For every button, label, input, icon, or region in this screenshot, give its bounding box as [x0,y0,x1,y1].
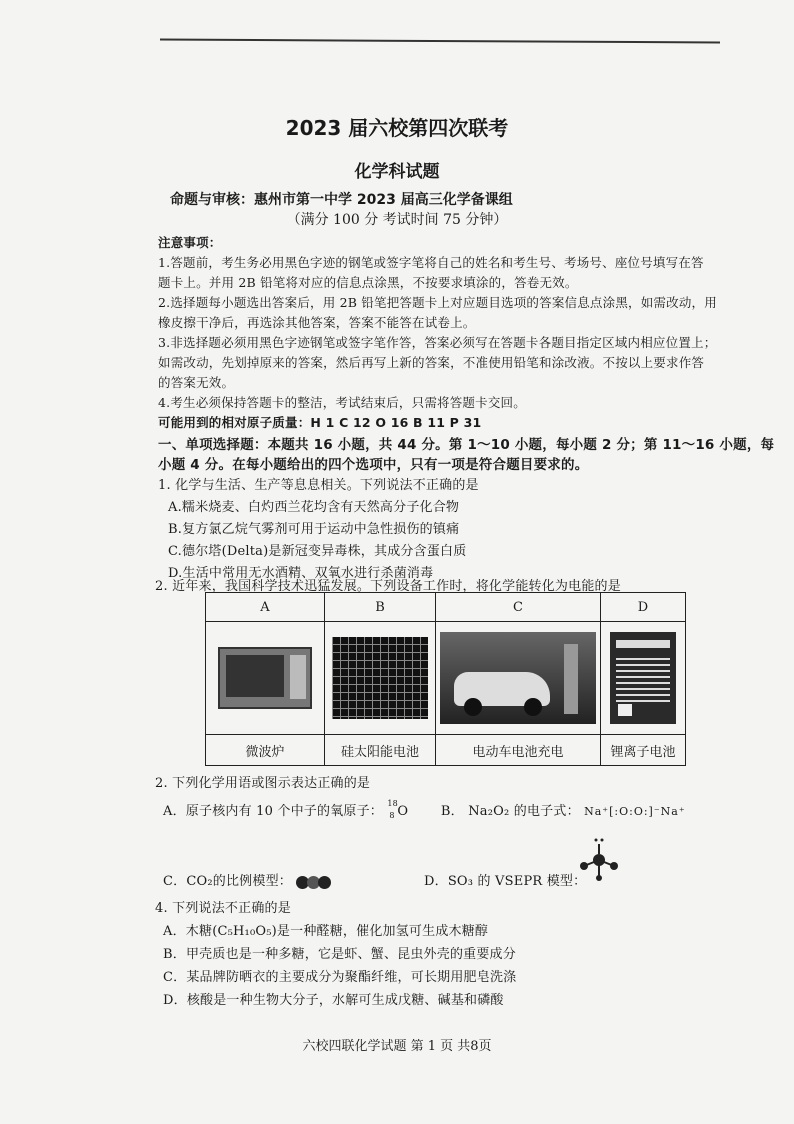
notes-line: 3.非选择题必须用黑色字迹钢笔或签字笔作答，答案必须写在答题卡各题目指定区域内相应位置上； [158,335,717,350]
q4-option-b: B．甲壳质也是一种多糖，它是虾、蟹、昆虫外壳的重要成分 [163,947,516,962]
device-label: 锂离子电池 [601,735,686,766]
device-image-cell [206,622,325,735]
device-image-cell [601,622,686,735]
solar-panel-icon [332,637,428,719]
notes-line: 如需改动，先划掉原来的答案，然后再写上新的答案，不准使用铅笔和涂改液。不按以上要求作答 [158,355,705,370]
electron-formula: Na⁺[:O:O:]⁻Na⁺ [584,805,686,818]
q3-option-b-text: 的电子式： [513,804,580,819]
q3-option-a-text: A．原子核内有 10 个中子的氧原子： [163,804,383,819]
q3-option-d: D．SO₃ 的 VSEPR 模型： [424,874,587,889]
device-image-cell [325,622,436,735]
device-label: 电动车电池充电 [436,735,601,766]
exam-authors: 命题与审核：惠州市第一中学 2023 届高三化学备课组 [170,192,513,208]
q4-option-d: D．核酸是一种生物大分子，水解可生成戊糖、碱基和磷酸 [163,993,504,1008]
device-letter: B [325,593,436,622]
element-symbol: O [397,804,409,819]
car-charging-icon [440,632,596,724]
q4-stem: 4. 下列说法不正确的是 [155,901,291,916]
q4-option-a: A．木糖(C₅H₁₀O₅)是一种醛糖，催化加氢可生成木糖醇 [163,924,489,939]
device-letter: C [436,593,601,622]
battery-icon [610,632,676,724]
atomic-number: 8 [389,811,395,820]
notes-line: 题卡上。并用 2B 铅笔将对应的信息点涂黑，不按要求填涂的，答卷无效。 [158,275,578,290]
q1-option-a: A.糯米烧麦、白灼西兰花均含有天然高分子化合物 [168,500,460,515]
q3-option-b-label: B． [440,804,464,819]
notes-heading: 注意事项： [158,235,222,250]
microwave-icon [218,647,312,709]
q2-device-table [205,592,686,766]
so3-vsepr-model-icon [574,836,624,886]
device-label: 微波炉 [206,735,325,766]
co2-space-filling-model-icon [296,875,332,889]
score-time: （满分 100 分 考试时间 75 分钟） [286,212,508,228]
q3-stem: 2. 下列化学用语或图示表达正确的是 [155,776,371,791]
device-letter: D [601,593,686,622]
oxygen-isotope-symbol [387,799,409,820]
top-rule [160,39,720,44]
notes-line: 4.考生必须保持答题卡的整洁，考试结束后，只需将答题卡交回。 [158,395,526,410]
q1-option-c: C.德尔塔(Delta)是新冠变异毒株，其成分含蛋白质 [168,544,467,559]
notes-line: 2.选择题每小题选出答案后，用 2B 铅笔把答题卡上对应题目选项的答案信息点涂黑，如需改动，用 [158,295,717,310]
q1-stem: 1. 化学与生活、生产等息息相关。下列说法不正确的是 [158,478,479,493]
q3-option-c-text: C．CO₂的比例模型： [163,874,292,889]
device-label: 硅太阳能电池 [325,735,436,766]
mass-number: 18 [387,799,398,808]
device-image-cell [436,622,601,735]
notes-line: 1.答题前，考生务必用黑色字迹的钢笔或签字笔将自己的姓名和考生号、考场号、座位号填写在答 [158,255,704,270]
section1-line2: 小题 4 分。在每小题给出的四个选项中，只有一项是符合题目要求的。 [158,457,589,473]
q1-option-b: B.复方氯乙烷气雾剂可用于运动中急性损伤的镇痛 [168,522,460,537]
q3-option-c [163,870,332,889]
q3-option-b-formula: Na₂O₂ [468,804,510,819]
notes-line: 橡皮擦干净后，再选涂其他答案，答案不能答在试卷上。 [158,315,476,330]
exam-subject: 化学科试题 [354,162,440,182]
q2-stem: 2. 近年来，我国科学技术迅猛发展。下列设备工作时，将化学能转化为电能的是 [155,579,621,594]
q4-option-c: C．某品牌防晒衣的主要成分为聚酯纤维，可长期用肥皂洗涤 [163,970,517,985]
q1-option-d: D.生活中常用无水酒精、双氧水进行杀菌消毒 [168,566,434,581]
page-footer: 六校四联化学试题 第 1 页 共8页 [302,1039,492,1054]
device-letter: A [206,593,325,622]
q3-option-a [163,800,686,819]
notes-line: 的答案无效。 [158,375,235,390]
atomic-masses: 可能用到的相对原子质量：H 1 C 12 O 16 B 11 P 31 [158,415,482,430]
exam-title: 2023 届六校第四次联考 [285,116,509,140]
section1-line1: 一、单项选择题：本题共 16 小题，共 44 分。第 1～10 小题，每小题 2 分；第 11～16 小题，每 [158,437,775,453]
